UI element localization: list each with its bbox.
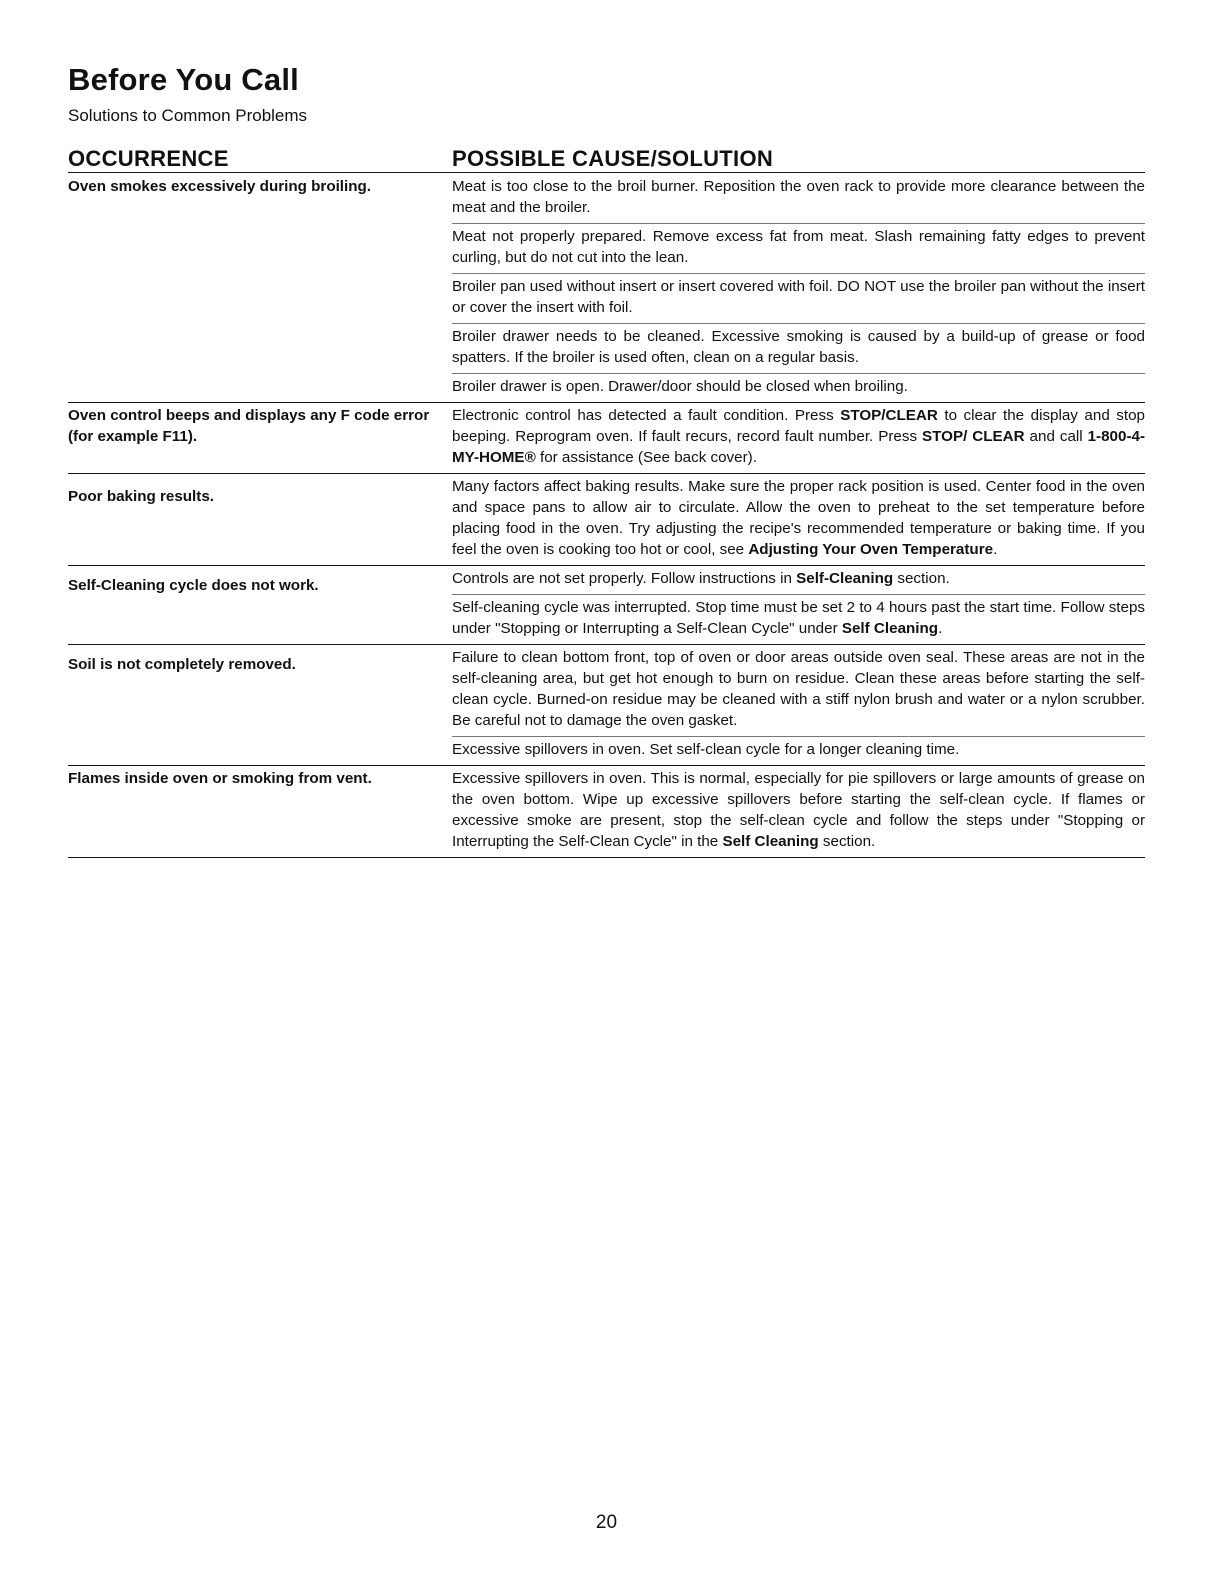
- solution-emphasis: 1-800-4-MY-HOME®: [452, 428, 1146, 466]
- table-row: [68, 474, 1145, 566]
- page-number: 20: [595, 1512, 618, 1533]
- occurrence-cell: Poor baking results.: [68, 488, 215, 505]
- occurrence-cell: Flames inside oven or smoking from vent.: [68, 770, 372, 787]
- solutions-cell: [452, 474, 1145, 565]
- solution-paragraph: [452, 403, 1145, 473]
- table-row: [68, 645, 1145, 766]
- solution-emphasis: Self Cleaning: [841, 620, 939, 637]
- troubleshooting-table: [68, 174, 1145, 858]
- solution-paragraph: [452, 223, 1145, 273]
- solution-emphasis: STOP/ CLEAR: [922, 428, 1025, 445]
- occurrence-cell: Self-Cleaning cycle does not work.: [68, 577, 319, 594]
- table-row: [68, 566, 1145, 645]
- solutions-cell: [452, 403, 1145, 473]
- solution-text: Excessive spillovers in oven. Set self-clean cycle for a longer cleaning time.: [452, 741, 960, 758]
- table-row: [68, 174, 1145, 403]
- solution-text: Broiler drawer needs to be cleaned. Excessive smoking is caused by a build-up of grease or food spatters. If the broiler is used often, clean on a regular basis.: [452, 328, 1145, 366]
- solution-text: to clear the display and stop beeping. Reprogram oven. If fault recurs, record fault number. Press: [452, 407, 1145, 445]
- solutions-cell: [452, 566, 1145, 644]
- solution-text: Excessive spillovers in oven. This is normal, especially for pie spillovers or large amounts of grease on the oven bottom. Wipe up excessive spillovers before starting the self-clean cycle. If flames or excessive smoke are present, stop the self-clean cycle and follow the steps under "Stopping or Interrupting the Self-Clean Cycle" in the: [452, 770, 1145, 850]
- solution-text: Meat not properly prepared. Remove excess fat from meat. Slash remaining fatty edges to prevent curling, but do not cut into the lean.: [452, 228, 1145, 266]
- page-subtitle: Solutions to Common Problems: [68, 106, 308, 125]
- solution-paragraph: [452, 373, 1145, 402]
- solution-text: Failure to clean bottom front, top of oven or door areas outside oven seal. These areas are not in the self-cleaning area, but get hot enough to burn on residue. Clean these areas before starting the self-clean cycle. Burned-on residue may be cleaned with a stiff nylon brush and water or a nylon scrubber. Be careful not to damage the oven gasket.: [452, 649, 1145, 729]
- solution-paragraph: [452, 323, 1145, 373]
- table-row: [68, 403, 1145, 474]
- occurrence-column-header: OCCURRENCE: [68, 146, 229, 171]
- solution-text: .: [938, 620, 943, 637]
- solution-text: Many factors affect baking results. Make sure the proper rack position is used. Center food in the oven and space pans to allow air to circulate. Allow the oven to preheat to the set temperature before placing food in the oven. Try adjusting the recipe's recommended temperature or baking time. If you feel the oven is cooking too hot or cool, see: [452, 478, 1145, 558]
- solution-column-header: POSSIBLE CAUSE/SOLUTION: [452, 146, 774, 171]
- solution-paragraph: [452, 645, 1145, 736]
- solution-text: Meat is too close to the broil burner. Reposition the oven rack to provide more clearance between the meat and the broiler.: [452, 178, 1145, 216]
- solution-text: and call: [1024, 428, 1088, 445]
- solution-emphasis: Adjusting Your Oven Temperature: [748, 541, 994, 558]
- solution-text: section.: [893, 570, 950, 587]
- solution-text: .: [993, 541, 998, 558]
- solutions-cell: [452, 645, 1145, 765]
- solution-paragraph: [452, 594, 1145, 644]
- solution-paragraph: [452, 766, 1145, 857]
- solution-paragraph: [452, 273, 1145, 323]
- solution-emphasis: STOP/CLEAR: [840, 407, 938, 424]
- header-rule: [68, 172, 1145, 173]
- occurrence-cell: Oven smokes excessively during broiling.: [68, 178, 372, 195]
- solution-paragraph: [452, 736, 1145, 765]
- solution-text: for assistance (See back cover).: [535, 449, 757, 466]
- solution-paragraph: [452, 474, 1145, 565]
- solution-text: Broiler pan used without insert or insert covered with foil. DO NOT use the broiler pan without the insert or cover the insert with foil.: [452, 278, 1145, 316]
- solution-emphasis: Self Cleaning: [722, 833, 819, 850]
- solution-text: Broiler drawer is open. Drawer/door should be closed when broiling.: [452, 378, 908, 395]
- solutions-cell: [452, 766, 1145, 857]
- occurrence-cell: Oven control beeps and displays any F code error (for example F11).: [68, 407, 430, 445]
- solution-text: Self-cleaning cycle was interrupted. Stop time must be set 2 to 4 hours past the start time. Follow steps under "Stopping or Interrupting a Self-Clean Cycle" under: [452, 599, 1145, 637]
- solution-text: Electronic control has detected a fault condition. Press: [452, 407, 841, 424]
- solution-paragraph: [452, 174, 1145, 223]
- solutions-cell: [452, 174, 1145, 402]
- solution-emphasis: Self-Cleaning: [796, 570, 894, 587]
- table-row: [68, 766, 1145, 858]
- solution-text: section.: [818, 833, 876, 850]
- page-title: Before You Call: [68, 62, 299, 97]
- solution-text: Controls are not set properly. Follow instructions in: [452, 570, 797, 587]
- occurrence-cell: Soil is not completely removed.: [68, 656, 296, 673]
- solution-paragraph: [452, 566, 1145, 594]
